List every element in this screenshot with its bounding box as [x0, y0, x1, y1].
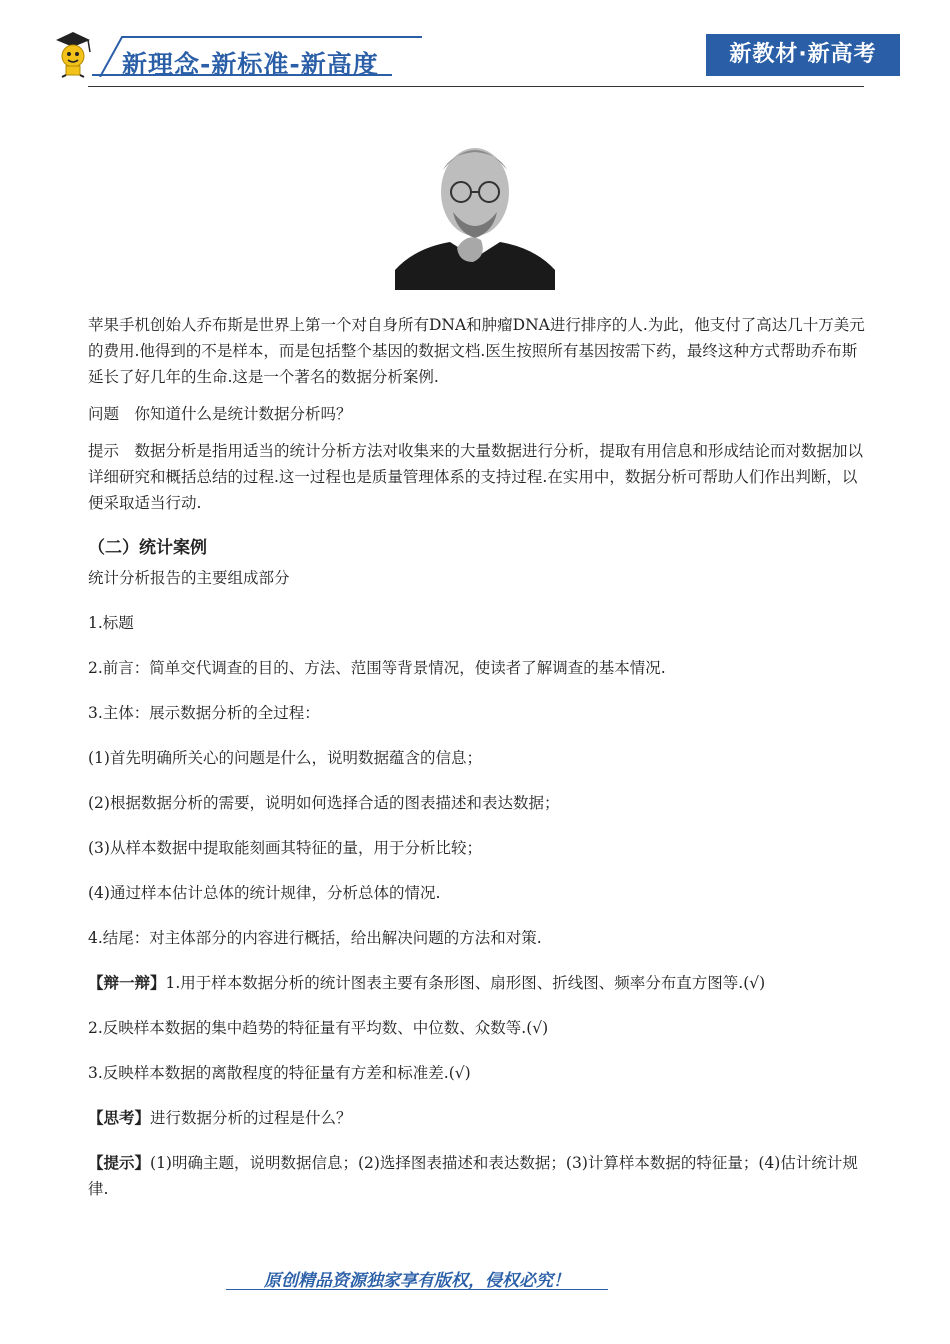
debate-label: 【辩一辩】	[88, 973, 166, 992]
debate-item: 3.反映样本数据的离散程度的特征量有方差和标准差.(√)	[88, 1064, 471, 1082]
question-paragraph: 问题 你知道什么是统计数据分析吗？	[88, 405, 352, 423]
document-body	[88, 312, 868, 1221]
list-item: 2.前言：简单交代调查的目的、方法、范围等背景情况，使读者了解调查的基本情况.	[88, 659, 666, 677]
sub-list-item: (4)通过样本估计总体的统计规律，分析总体的情况.	[88, 884, 441, 902]
list-item: 3.主体：展示数据分析的全过程：	[88, 704, 320, 722]
header-badge: 新教材·新高考	[706, 34, 900, 76]
think-item	[88, 1105, 868, 1131]
section-subtitle: 统计分析报告的主要组成部分	[88, 569, 290, 587]
think-text: 进行数据分析的过程是什么？	[150, 1109, 352, 1127]
footer-underline	[226, 1289, 608, 1290]
list-item: 1.标题	[88, 614, 134, 632]
page-header	[0, 0, 950, 92]
tip-item	[88, 1150, 868, 1202]
list-item: 4.结尾：对主体部分的内容进行概括，给出解决问题的方法和对策.	[88, 929, 542, 947]
graduate-mascot-icon	[50, 28, 96, 78]
think-label: 【思考】	[88, 1108, 151, 1127]
portrait-photo	[395, 130, 555, 290]
sub-list-item: (1)首先明确所关心的问题是什么，说明数据蕴含的信息；	[88, 749, 482, 767]
header-divider	[88, 86, 864, 87]
tip-label: 【提示】	[88, 1153, 151, 1172]
header-slogan: 新理念-新标准-新高度	[122, 50, 379, 79]
debate-item: 2.反映样本数据的集中趋势的特征量有平均数、中位数、众数等.(√)	[88, 1019, 549, 1037]
tip-text: (1)明确主题，说明数据信息；(2)选择图表描述和表达数据；(3)计算样本数据的特征量；(4)估计统计规律.	[88, 1154, 858, 1198]
debate-text: 1.用于样本数据分析的统计图表主要有条形图、扇形图、折线图、频率分布直方图等.(√)	[165, 974, 766, 992]
hint-paragraph: 提示 数据分析是指用适当的统计分析方法对收集来的大量数据进行分析，提取有用信息和形成结论而对数据加以详细研究和概括总结的过程.这一过程也是质量管理体系的支持过程.在实用中，数据分析可帮助人们作出判断，以便采取适当行动.	[88, 442, 864, 512]
intro-paragraph: 苹果手机创始人乔布斯是世界上第一个对自身所有DNA和肿瘤DNA进行排序的人.为此，他支付了高达几十万美元的费用.他得到的不是样本，而是包括整个基因的数据文档.医生按照所有基因按需下药，最终这种方式帮助乔布斯延长了好几年的生命.这是一个著名的数据分析案例.	[88, 316, 865, 386]
footer-copyright: 原创精品资源独家享有版权，侵权必究！	[264, 1271, 570, 1291]
sub-list-item: (2)根据数据分析的需要，说明如何选择合适的图表描述和表达数据；	[88, 794, 560, 812]
sub-list-item: (3)从样本数据中提取能刻画其特征的量，用于分析比较；	[88, 839, 482, 857]
section-title: （二）统计案例	[88, 538, 207, 558]
debate-item	[88, 970, 868, 996]
